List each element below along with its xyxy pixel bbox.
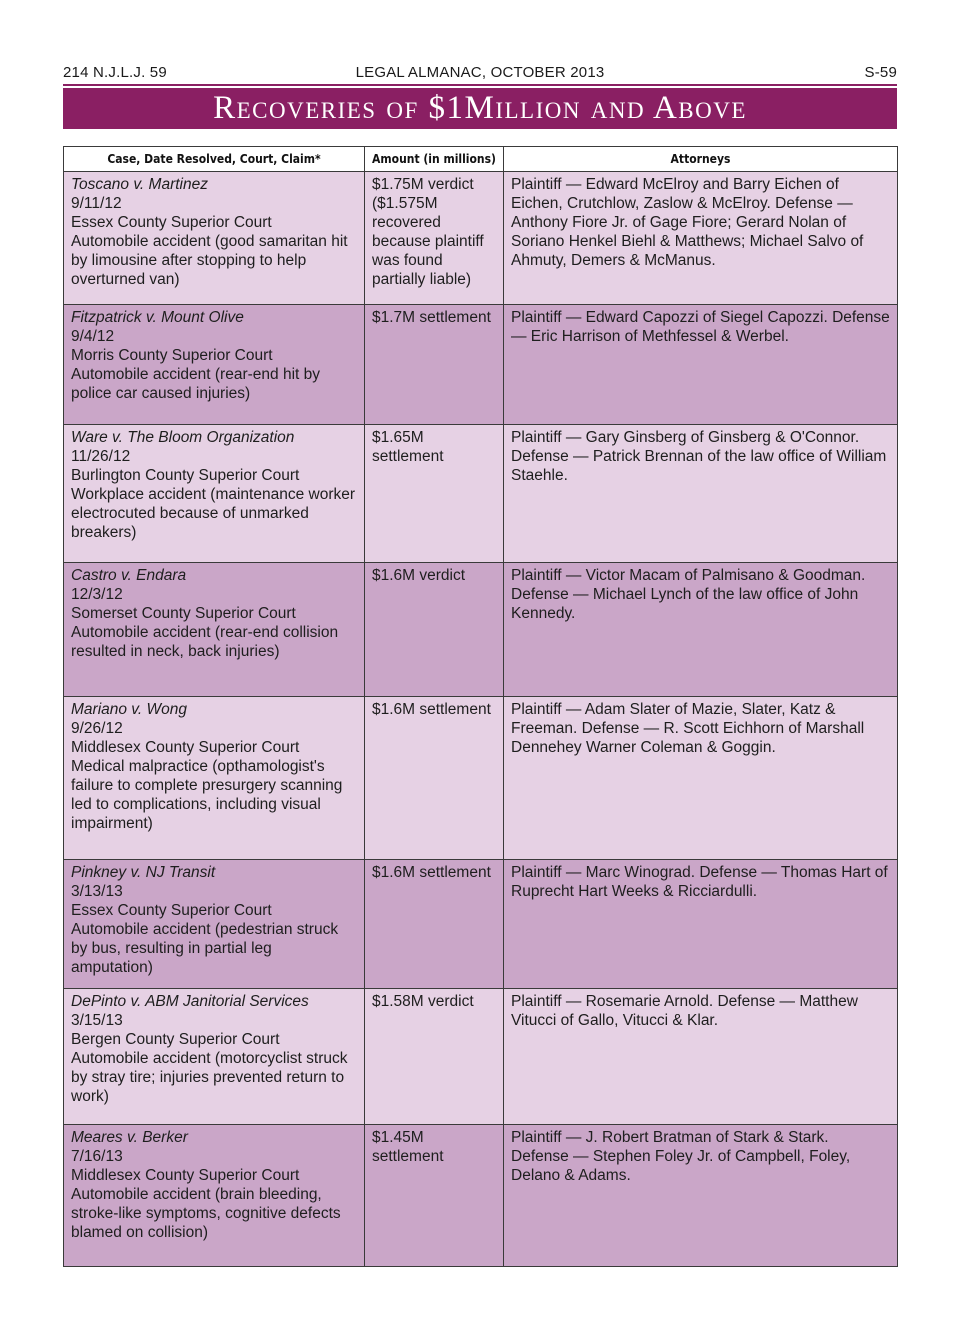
date-resolved: 3/13/13 (71, 883, 123, 900)
attorneys-cell: Plaintiff — Adam Slater of Mazie, Slater, Katz & Freeman. Defense — R. Scott Eichhorn of Marshall Dennehey Warner Coleman & Goggin. (504, 697, 898, 860)
court: Bergen County Superior Court (71, 1031, 280, 1048)
case-name: DePinto v. ABM Janitorial Services (71, 993, 309, 1010)
attorneys-cell: Plaintiff — Edward McElroy and Barry Eichen of Eichen, Crutchlow, Zaslow & McElroy. Defense — Anthony Fiore Jr. of Gage Fiore; Gerard Nolan of Soriano Henkel Biehl & Matthews; Michael Salvo of Ahmuty, Demers & McManus. (504, 172, 898, 305)
claim: Automobile accident (brain bleeding, stroke-like symptoms, cognitive defects blamed on collision) (71, 1186, 341, 1241)
amount-cell: $1.45M settlement (365, 1125, 504, 1267)
court: Morris County Superior Court (71, 347, 273, 364)
attorneys-cell: Plaintiff — J. Robert Bratman of Stark & Stark. Defense — Stephen Foley Jr. of Campbell, Foley, Delano & Adams. (504, 1125, 898, 1267)
running-head (63, 64, 897, 84)
attorneys-cell: Plaintiff — Rosemarie Arnold. Defense — Matthew Vitucci of Gallo, Vitucci & Klar. (504, 989, 898, 1125)
court: Essex County Superior Court (71, 214, 272, 231)
case-name: Meares v. Berker (71, 1129, 188, 1146)
table-row (64, 860, 898, 989)
claim: Automobile accident (good samaritan hit by limousine after stopping to help overturned van) (71, 233, 348, 288)
table-row (64, 172, 898, 305)
column-header-amount: Amount (in millions) (365, 147, 504, 172)
court: Somerset County Superior Court (71, 605, 296, 622)
case-name: Ware v. The Bloom Organization (71, 429, 295, 446)
claim: Medical malpractice (opthamologist's failure to complete presurgery scanning led to complications, including visual impairment) (71, 758, 343, 832)
column-header-attorneys: Attorneys (504, 147, 898, 172)
court: Middlesex County Superior Court (71, 739, 300, 756)
page-number: S-59 (864, 64, 897, 81)
date-resolved: 12/3/12 (71, 586, 123, 603)
attorneys-cell: Plaintiff — Gary Ginsberg of Ginsberg & O'Connor. Defense — Patrick Brennan of the law office of William Staehle. (504, 425, 898, 563)
table-row (64, 563, 898, 697)
case-cell (64, 305, 365, 425)
recoveries-table (63, 146, 898, 1267)
claim: Automobile accident (rear-end collision resulted in neck, back injuries) (71, 624, 339, 660)
attorneys-cell: Plaintiff — Marc Winograd. Defense — Thomas Hart of Ruprecht Hart Weeks & Ricciardulli. (504, 860, 898, 989)
claim: Automobile accident (pedestrian struck by bus, resulting in partial leg amputation) (71, 921, 339, 976)
case-name: Fitzpatrick v. Mount Olive (71, 309, 244, 326)
section-title-band (63, 86, 897, 129)
journal-citation: 214 N.J.L.J. 59 (63, 64, 167, 81)
case-cell (64, 989, 365, 1125)
table-row (64, 989, 898, 1125)
amount-cell: $1.6M verdict (365, 563, 504, 697)
case-name: Pinkney v. NJ Transit (71, 864, 216, 881)
date-resolved: 7/16/13 (71, 1148, 123, 1165)
attorneys-cell: Plaintiff — Victor Macam of Palmisano & Goodman. Defense — Michael Lynch of the law office of John Kennedy. (504, 563, 898, 697)
attorneys-cell: Plaintiff — Edward Capozzi of Siegel Capozzi. Defense — Eric Harrison of Methfessel & Werbel. (504, 305, 898, 425)
amount-cell: $1.6M settlement (365, 697, 504, 860)
court: Essex County Superior Court (71, 902, 272, 919)
table-header-row (64, 147, 898, 172)
court: Middlesex County Superior Court (71, 1167, 300, 1184)
case-cell (64, 1125, 365, 1267)
amount-cell: $1.65M settlement (365, 425, 504, 563)
case-cell (64, 563, 365, 697)
case-cell (64, 172, 365, 305)
amount-cell: $1.7M settlement (365, 305, 504, 425)
case-cell (64, 697, 365, 860)
date-resolved: 3/15/13 (71, 1012, 123, 1029)
table-row (64, 1125, 898, 1267)
claim: Workplace accident (maintenance worker electrocuted because of unmarked breakers) (71, 486, 356, 541)
column-header-case: Case, Date Resolved, Court, Claim* (64, 147, 365, 172)
amount-cell: $1.6M settlement (365, 860, 504, 989)
case-cell (64, 425, 365, 563)
table-row (64, 305, 898, 425)
claim: Automobile accident (rear-end hit by police car caused injuries) (71, 366, 320, 402)
case-cell (64, 860, 365, 989)
date-resolved: 9/11/12 (71, 195, 122, 212)
claim: Automobile accident (motorcyclist struck by stray tire; injuries prevented return to work) (71, 1050, 348, 1105)
court: Burlington County Superior Court (71, 467, 300, 484)
case-name: Toscano v. Martinez (71, 176, 208, 193)
date-resolved: 11/26/12 (71, 448, 131, 465)
date-resolved: 9/4/12 (71, 328, 115, 345)
case-name: Castro v. Endara (71, 567, 187, 584)
amount-cell: $1.58M verdict (365, 989, 504, 1125)
table-row (64, 425, 898, 563)
section-title: Recoveries of $1Million and Above (213, 90, 747, 126)
publication-title: LEGAL ALMANAC, OCTOBER 2013 (355, 64, 605, 81)
table-row (64, 697, 898, 860)
case-name: Mariano v. Wong (71, 701, 188, 718)
amount-cell: $1.75M verdict ($1.575M recovered because plaintiff was found partially liable) (365, 172, 504, 305)
date-resolved: 9/26/12 (71, 720, 123, 737)
